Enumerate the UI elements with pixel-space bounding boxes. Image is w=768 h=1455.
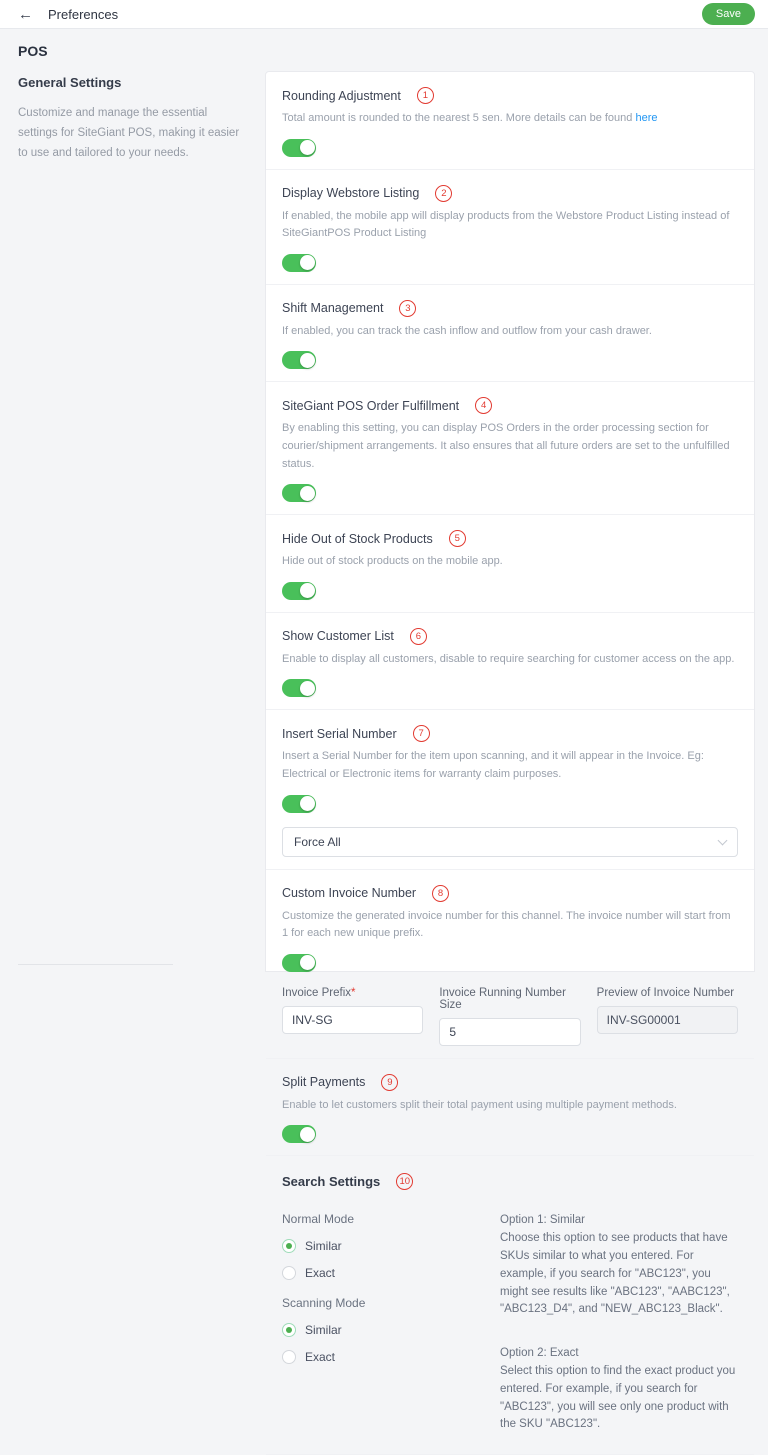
settings-card [265,71,755,1431]
serial-number-mode-select[interactable] [282,827,738,857]
running-number-size-input[interactable] [439,1018,580,1046]
toggle-knob [300,353,315,368]
rounding-adjustment-toggle[interactable] [282,139,316,157]
option-exact-title: Option 2: Exact [500,1347,579,1360]
annotation-number-icon: 4 [475,397,492,414]
page-header-title: Preferences [48,6,119,22]
setting-insert-serial-number [266,710,754,869]
setting-description: If enabled, you can track the cash inflow and outflow from your cash drawer. [282,324,652,337]
setting-description [282,110,738,128]
insert-serial-number-toggle[interactable] [282,795,316,813]
radio-unselected-icon [282,1266,296,1280]
setting-display-webstore-listing [266,170,754,285]
setting-title: Rounding Adjustment [282,88,401,103]
invoice-prefix-field-group [282,987,423,1046]
setting-title: Show Customer List [282,629,394,644]
setting-description: Enable to display all customers, disable to require searching for customer access on the app. [282,652,735,665]
split-payments-toggle[interactable] [282,1125,316,1143]
search-options-help-column [500,1196,738,1434]
setting-show-customer-list [266,613,754,711]
scanning-mode-similar-radio[interactable] [282,1323,500,1337]
radio-unselected-icon [282,1350,296,1364]
annotation-number-icon: 1 [417,87,434,104]
running-number-size-field-group [439,987,580,1046]
toggle-knob [300,140,315,155]
toggle-knob [300,681,315,696]
shift-management-toggle[interactable] [282,351,316,369]
chevron-down-icon [718,835,728,845]
sidebar-section-description: Customize and manage the essential settings for SiteGiant POS, making it easier to use and tailored to your needs. [18,107,240,160]
sidebar-divider [18,964,173,965]
label-text: Invoice Prefix [282,986,352,999]
content-area [0,29,768,1431]
setting-description-text: Total amount is rounded to the nearest 5 sen. More details can be found [282,112,633,124]
setting-title: Shift Management [282,301,384,316]
show-customer-list-toggle[interactable] [282,679,316,697]
setting-description: Insert a Serial Number for the item upon scanning, and it will appear in the Invoice. Eg: Electrical or Electronic items for warranty claim purposes. [282,750,704,780]
radio-label: Similar [305,1239,342,1254]
setting-shift-management [266,285,754,383]
toggle-knob [300,583,315,598]
annotation-number-icon: 3 [399,300,416,317]
toggle-knob [300,955,315,970]
annotation-number-icon: 6 [410,628,427,645]
toggle-knob [300,1127,315,1142]
normal-mode-similar-radio[interactable] [282,1239,500,1253]
invoice-preview-label: Preview of Invoice Number [596,986,735,999]
setting-description: Hide out of stock products on the mobile app. [282,555,503,568]
setting-title: Split Payments [282,1075,366,1090]
setting-rounding-adjustment [266,72,754,170]
page-title: POS [18,43,48,59]
invoice-prefix-label [282,987,423,999]
option-similar-title: Option 1: Similar [500,1214,586,1227]
scanning-mode-label: Scanning Mode [282,1296,366,1311]
annotation-number-icon: 9 [381,1074,398,1091]
radio-selected-icon [282,1323,296,1337]
setting-description: Enable to let customers split their total payment using multiple payment methods. [282,1098,677,1111]
setting-search-settings [266,1156,754,1455]
search-modes-column [282,1196,500,1434]
annotation-number-icon: 2 [435,185,452,202]
radio-label: Exact [305,1350,336,1365]
setting-split-payments [266,1059,754,1157]
back-arrow-icon[interactable]: ← [18,5,33,23]
required-asterisk: * [351,986,356,999]
hide-out-of-stock-toggle[interactable] [282,582,316,600]
radio-selected-icon [282,1239,296,1253]
back-navigation[interactable] [18,7,118,22]
option-exact-text: Select this option to find the exact product you entered. For example, if you search for "ABC123", you will see only one product with the SKU "ABC123". [500,1365,736,1431]
radio-label: Exact [305,1266,336,1281]
invoice-prefix-input[interactable] [282,1006,423,1034]
pos-order-fulfillment-toggle[interactable] [282,484,316,502]
radio-label: Similar [305,1323,342,1338]
setting-title: Custom Invoice Number [282,886,417,901]
setting-title: Insert Serial Number [282,726,397,741]
option-similar-help [500,1212,738,1319]
invoice-preview-input [597,1006,738,1034]
display-webstore-listing-toggle[interactable] [282,254,316,272]
normal-mode-exact-radio[interactable] [282,1266,500,1280]
annotation-number-icon: 7 [413,725,430,742]
here-link[interactable]: here [635,112,658,124]
annotation-number-icon: 8 [432,885,449,902]
setting-title: SiteGiant POS Order Fulfillment [282,398,460,413]
setting-custom-invoice-number [266,870,754,1059]
scanning-mode-exact-radio[interactable] [282,1350,500,1364]
search-settings-title: Search Settings [282,1174,381,1190]
setting-title: Display Webstore Listing [282,186,420,201]
invoice-preview-field-group [597,987,738,1046]
setting-hide-out-of-stock [266,515,754,613]
save-button[interactable]: Save [702,3,755,25]
toggle-knob [300,255,315,270]
normal-mode-label: Normal Mode [282,1212,355,1227]
setting-title: Hide Out of Stock Products [282,531,433,546]
running-number-size-label: Invoice Running Number Size [439,986,566,1011]
option-similar-text: Choose this option to see products that have SKUs similar to what you entered. For example, if you search for "ABC123", you might see results like "ABC123", "AABC123", "ABC123_D4", and "NEW_ABC123_Black". [500,1232,730,1316]
toggle-knob [300,486,315,501]
toggle-knob [300,796,315,811]
settings-group-sidebar [18,71,265,972]
setting-description: By enabling this setting, you can display POS Orders in the order processing section for courier/shipment arrangements. It also ensures that all future orders are set to the unfulfilled status. [282,422,730,470]
top-bar [0,0,768,29]
setting-description: Customize the generated invoice number for this channel. The invoice number will start from 1 for each new unique prefix. [282,909,731,940]
annotation-number-icon: 5 [449,530,466,547]
annotation-number-icon: 10 [396,1173,413,1190]
sidebar-section-title: General Settings [18,75,122,90]
option-exact-help [500,1345,738,1434]
setting-description: If enabled, the mobile app will display products from the Webstore Product Listing instead of SiteGiantPOS Product Listing [282,209,730,240]
custom-invoice-number-toggle[interactable] [282,954,316,972]
serial-number-mode-value: Force All [294,834,341,849]
setting-pos-order-fulfillment [266,382,754,515]
